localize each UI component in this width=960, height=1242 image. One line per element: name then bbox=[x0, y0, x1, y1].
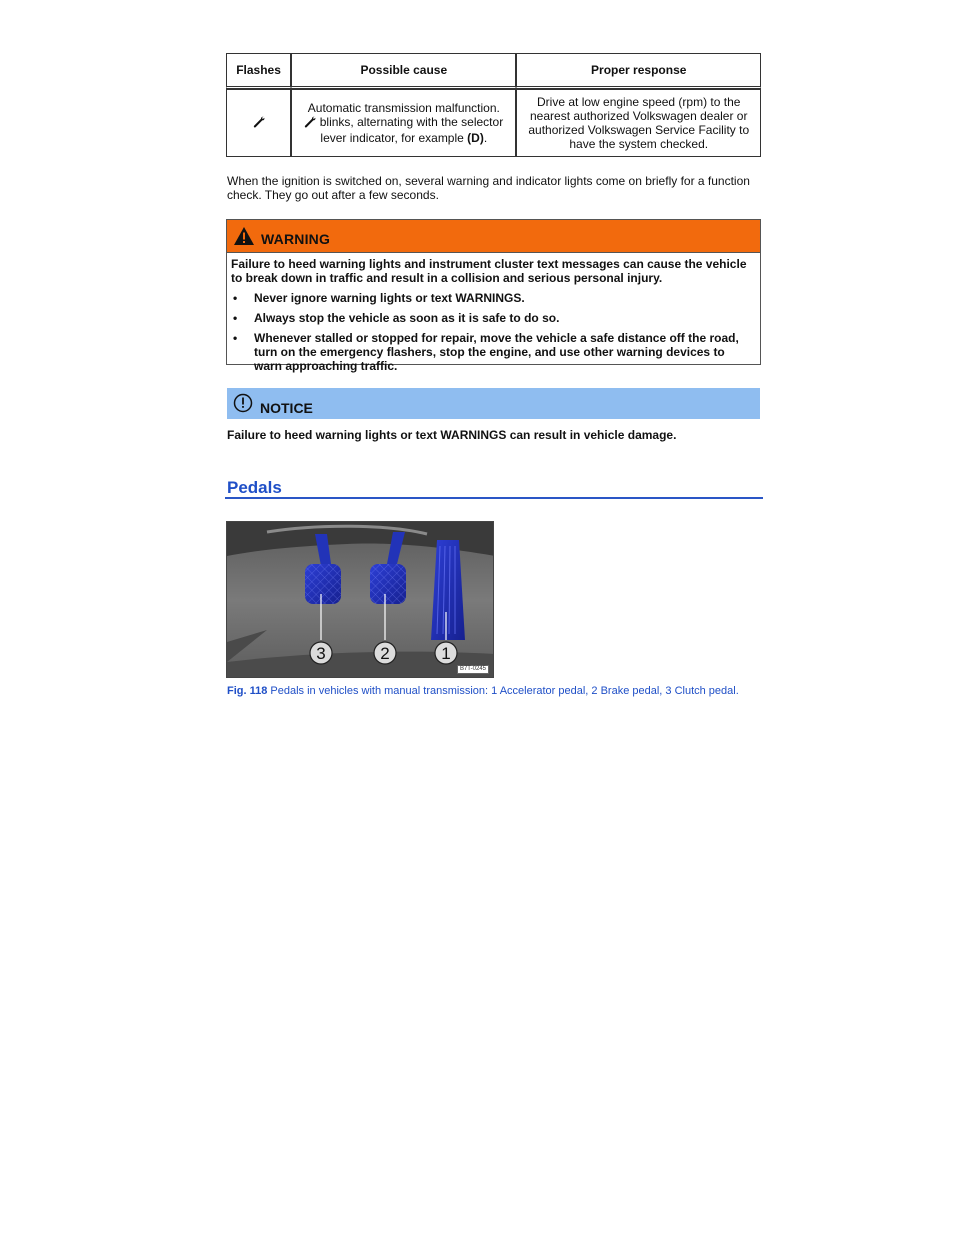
warning-bullet-2: Always stop the vehicle as soon as it is safe to do so. bbox=[254, 311, 560, 325]
warning-title: WARNING bbox=[261, 231, 331, 247]
proper-response-cell: Drive at low engine speed (rpm) to the nearest authorized Volkswagen dealer or authorized Volkswagen Service Facility to have the system checked. bbox=[516, 89, 761, 157]
cause-line-2: blinks, alternating with the selector lever indicator, for example bbox=[316, 115, 504, 145]
notice-title: NOTICE bbox=[260, 400, 313, 416]
wrench-icon-inline bbox=[304, 116, 316, 131]
exclamation-circle-icon bbox=[233, 393, 253, 413]
notice-text: Failure to heed warning lights or text WARNINGS can result in vehicle damage. bbox=[227, 428, 677, 442]
list-item bbox=[231, 291, 756, 305]
bullet-dot: • bbox=[233, 331, 238, 345]
callout-3-label: 3 bbox=[316, 644, 326, 663]
warning-triangle-icon bbox=[233, 226, 255, 246]
callout-3 bbox=[310, 642, 332, 664]
cause-end: . bbox=[483, 131, 488, 145]
section-divider bbox=[225, 497, 763, 499]
flashes-cell bbox=[226, 89, 291, 157]
callout-2-label: 2 bbox=[380, 644, 390, 663]
pedals-figure bbox=[226, 521, 494, 678]
table-header-row bbox=[226, 53, 761, 89]
flash-table bbox=[226, 53, 761, 157]
cause-line-1: Automatic transmission malfunction. bbox=[307, 101, 500, 115]
table-row bbox=[226, 89, 761, 157]
warning-intro: Failure to heed warning lights and instrument cluster text messages can cause the vehicle to break down in traffic and result in a collision and serious personal injury. bbox=[231, 257, 747, 285]
figure-caption bbox=[227, 685, 739, 697]
callouts-overlay bbox=[227, 522, 494, 678]
callout-1-label: 1 bbox=[441, 644, 451, 663]
bullet-dot: • bbox=[233, 291, 238, 305]
warning-body bbox=[227, 253, 760, 373]
bullet-dot: • bbox=[233, 311, 238, 325]
warning-box bbox=[226, 219, 761, 373]
header-proper-response: Proper response bbox=[516, 53, 761, 89]
caption-label: Fig. 118 bbox=[227, 685, 268, 697]
cause-gear-indicator: (D) bbox=[467, 131, 484, 145]
section-title: Pedals bbox=[227, 478, 282, 497]
figure-code: B7T-0245 bbox=[457, 665, 489, 674]
header-possible-cause: Possible cause bbox=[291, 53, 516, 89]
possible-cause-cell bbox=[291, 89, 516, 157]
notice-header bbox=[227, 388, 760, 419]
warning-header bbox=[227, 220, 760, 253]
list-item bbox=[231, 311, 756, 325]
intro-paragraph: When the ignition is switched on, several warning and indicator lights come on briefly for a function check. They go out after a few seconds. bbox=[227, 174, 750, 202]
wrench-icon bbox=[253, 116, 265, 131]
callout-1 bbox=[435, 642, 457, 664]
warning-bullet-3: Whenever stalled or stopped for repair, move the vehicle a safe distance off the road, turn on the emergency flashers, stop the engine, and use other warning devices to warn approaching traffic. bbox=[254, 331, 739, 373]
warning-bullet-1: Never ignore warning lights or text WARNINGS. bbox=[254, 291, 525, 305]
header-flashes: Flashes bbox=[226, 53, 291, 89]
callout-2 bbox=[374, 642, 396, 664]
list-item bbox=[231, 331, 756, 373]
caption-text: Pedals in vehicles with manual transmission: 1 Accelerator pedal, 2 Brake pedal, 3 Clutch pedal. bbox=[267, 685, 739, 697]
